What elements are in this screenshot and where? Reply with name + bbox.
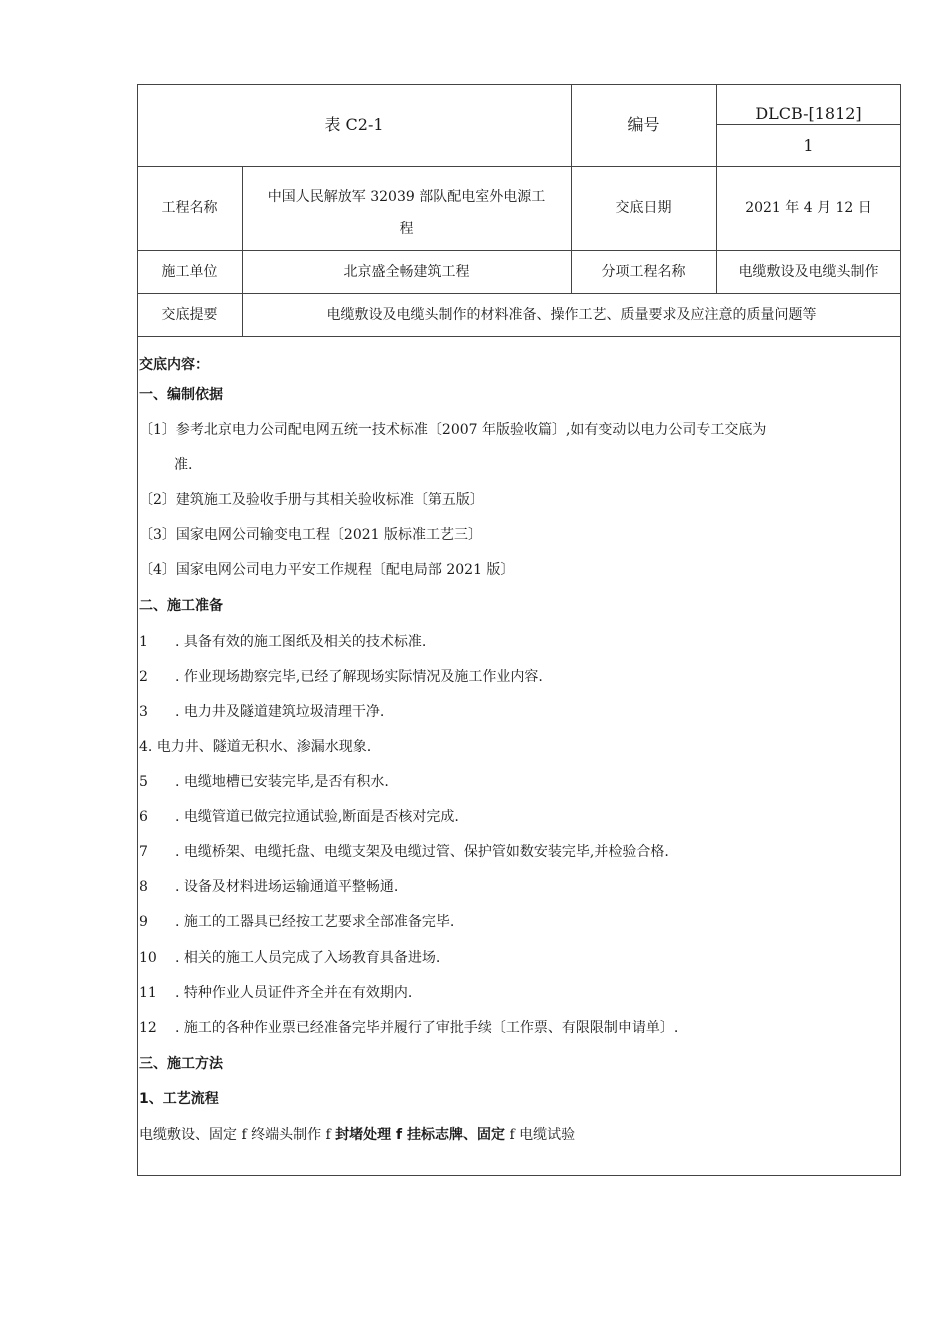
prep-item-text: . 电缆桥架、电缆托盘、电缆支架及电缆过管、保护管如数安装完毕,并检验合格. — [175, 844, 669, 860]
prep-item-number: 7 — [139, 844, 148, 860]
prep-item-number: 1 — [139, 634, 148, 650]
project-name-line-2: 程 — [399, 221, 414, 237]
summary-value: 电缆敷设及电缆头制作的材料准备、操作工艺、质量要求及应注意的质量问题等 — [326, 306, 817, 323]
date-label: 交底日期 — [615, 200, 672, 216]
prep-item — [139, 667, 543, 687]
prep-item-number: 11 — [139, 985, 157, 1001]
prep-item-text: . 电缆地槽已安装完毕,是否有积水. — [175, 774, 389, 790]
process-flow — [139, 1125, 575, 1145]
process-flow-part-emphasis: 封堵处理 f 挂标志牌、固定 — [335, 1127, 506, 1143]
prep-item-number: 6 — [139, 809, 148, 825]
prep-item — [139, 702, 384, 722]
prep-item-text: . 电力井及隧道建筑垃圾清理干净. — [175, 704, 385, 720]
prep-item — [139, 948, 440, 968]
row-divider — [137, 336, 901, 337]
prep-item-text: . 施工的工器具已经按工艺要求全部准备完毕. — [175, 914, 455, 930]
prep-item-number: 3 — [139, 704, 148, 720]
section-prep-title: 二、施工准备 — [139, 598, 223, 614]
process-flow-part: 电缆敷设、固定 f 终端头制作 f — [139, 1127, 336, 1143]
unit-label: 施工单位 — [161, 263, 218, 280]
code-label: 编号 — [627, 115, 660, 134]
prep-item — [139, 807, 459, 827]
subproject-label: 分项工程名称 — [601, 263, 686, 280]
basis-item: 〔1〕参考北京电力公司配电网五统一技术标准〔2007 年版验收篇〕,如有变动以电力公司专工交底为 — [139, 422, 767, 438]
subproject-value: 电缆敷设及电缆头制作 — [738, 263, 879, 280]
project-name-value — [242, 166, 571, 250]
project-name-label: 工程名称 — [161, 200, 218, 216]
prep-item — [139, 772, 389, 792]
summary-label: 交底提要 — [161, 306, 218, 323]
prep-item-text: . 相关的施工人员完成了入场教育具备进场. — [175, 950, 441, 966]
date-value: 2021 年 4 月 12 日 — [745, 200, 872, 216]
prep-item-number: 5 — [139, 774, 148, 790]
form-label: 表 C2-1 — [324, 115, 384, 134]
prep-item-text: . 电缆管道已做完拉通试验,断面是否核对完成. — [175, 809, 459, 825]
unit-value: 北京盛全畅建筑工程 — [343, 263, 470, 280]
prep-item-number: 2 — [139, 669, 148, 685]
basis-item: 〔3〕国家电网公司输变电工程〔2021 版标准工艺三〕 — [139, 527, 482, 543]
process-flow-part: f 电缆试验 — [505, 1127, 576, 1143]
prep-item-number: 9 — [139, 914, 148, 930]
prep-item — [139, 632, 426, 652]
prep-item-number: 10 — [139, 950, 157, 966]
prep-item-number: 12 — [139, 1020, 157, 1036]
prep-item — [139, 877, 398, 897]
basis-item: 〔4〕国家电网公司电力平安工作规程〔配电局部 2021 版〕 — [139, 562, 515, 578]
process-flow-title: 1、工艺流程 — [139, 1091, 219, 1107]
prep-item-text: . 施工的各种作业票已经准备完毕并履行了审批手续〔工作票、有限限制申请单〕. — [175, 1020, 679, 1036]
section-method-title: 三、施工方法 — [139, 1056, 223, 1072]
prep-item-text: 4. 电力井、隧道无积水、渗漏水现象. — [139, 739, 372, 755]
prep-item — [139, 737, 371, 757]
prep-item — [139, 983, 412, 1003]
prep-item-text: . 特种作业人员证件齐全并在有效期内. — [175, 985, 413, 1001]
prep-item-number: 8 — [139, 879, 148, 895]
prep-item-text: . 设备及材料进场运输通道平整畅通. — [175, 879, 399, 895]
prep-item-text: . 作业现场勘察完毕,已经了解现场实际情况及施工作业内容. — [175, 669, 543, 685]
code-value: DLCB-[1812] — [755, 104, 862, 123]
basis-item: 〔2〕建筑施工及验收手册与其相关验收标准〔第五版〕 — [139, 492, 484, 508]
prep-item — [139, 842, 669, 862]
basis-item-continued: 准. — [174, 457, 193, 473]
section-basis-title: 一、编制依据 — [139, 387, 223, 403]
content-heading: 交底内容： — [139, 357, 209, 373]
prep-item — [139, 912, 454, 932]
prep-item — [139, 1018, 678, 1038]
code-suffix: 1 — [803, 135, 814, 155]
prep-item-text: . 具备有效的施工图纸及相关的技术标准. — [175, 634, 427, 650]
project-name-line-1: 中国人民解放军 32039 部队配电室外电源工 — [267, 189, 546, 205]
